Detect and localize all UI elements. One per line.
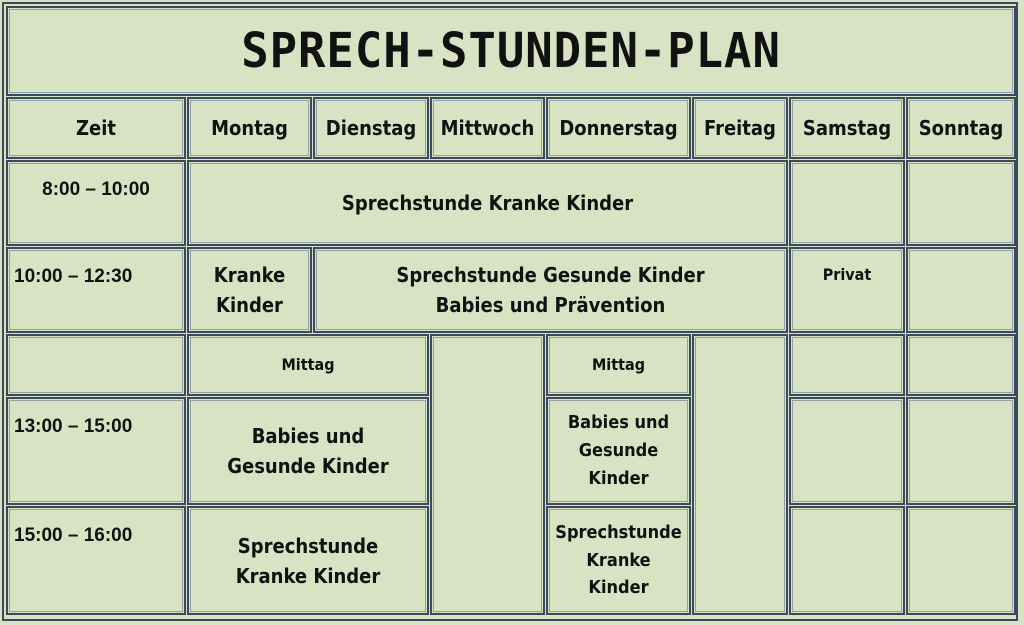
time-slot-2: 10:00 – 12:30: [6, 247, 186, 333]
row4-samstag: [789, 397, 905, 505]
row3-mittag-left: Mittag: [187, 334, 429, 396]
row1-samstag: [789, 160, 905, 246]
time-slot-3: [6, 334, 186, 396]
row4-babies-gesunde-kinder-right: Babies und Gesunde Kinder: [546, 397, 691, 505]
row1-sonntag: [906, 160, 1016, 246]
row4-babies-gesunde-kinder-left: Babies und Gesunde Kinder: [187, 397, 429, 505]
freitag-afternoon-block: [692, 334, 788, 615]
row5-sprechstunde-kranke-kinder-left: Sprechstunde Kranke Kinder: [187, 506, 429, 615]
row3-samstag: [789, 334, 905, 396]
time-slot-1: 8:00 – 10:00: [6, 160, 186, 246]
row5-sonntag: [906, 506, 1016, 615]
row2-privat: Privat: [789, 247, 905, 333]
header-mittwoch: Mittwoch: [430, 97, 545, 159]
header-dienstag: Dienstag: [313, 97, 429, 159]
mittwoch-afternoon-block: [430, 334, 545, 615]
header-freitag: Freitag: [692, 97, 788, 159]
header-sonntag: Sonntag: [906, 97, 1016, 159]
row1-sprechstunde-kranke-kinder: Sprechstunde Kranke Kinder: [187, 160, 788, 246]
row5-sprechstunde-kranke-kinder-right: Sprechstunde Kranke Kinder: [546, 506, 691, 615]
row4-sonntag: [906, 397, 1016, 505]
title-cell: [6, 6, 1016, 96]
header-samstag: Samstag: [789, 97, 905, 159]
header-donnerstag: Donnerstag: [546, 97, 691, 159]
time-slot-4: 13:00 – 15:00: [6, 397, 186, 505]
row3-mittag-right: Mittag: [546, 334, 691, 396]
row2-sprechstunde-gesunde-kinder: Sprechstunde Gesunde Kinder Babies und Prävention: [313, 247, 788, 333]
row5-samstag: [789, 506, 905, 615]
page-title: SPRECH-STUNDEN-PLAN: [241, 23, 781, 79]
row2-sonntag: [906, 247, 1016, 333]
row3-sonntag: [906, 334, 1016, 396]
time-slot-5: 15:00 – 16:00: [6, 506, 186, 615]
header-zeit: Zeit: [6, 97, 186, 159]
row2-kranke-kinder: Kranke Kinder: [187, 247, 312, 333]
header-montag: Montag: [187, 97, 312, 159]
